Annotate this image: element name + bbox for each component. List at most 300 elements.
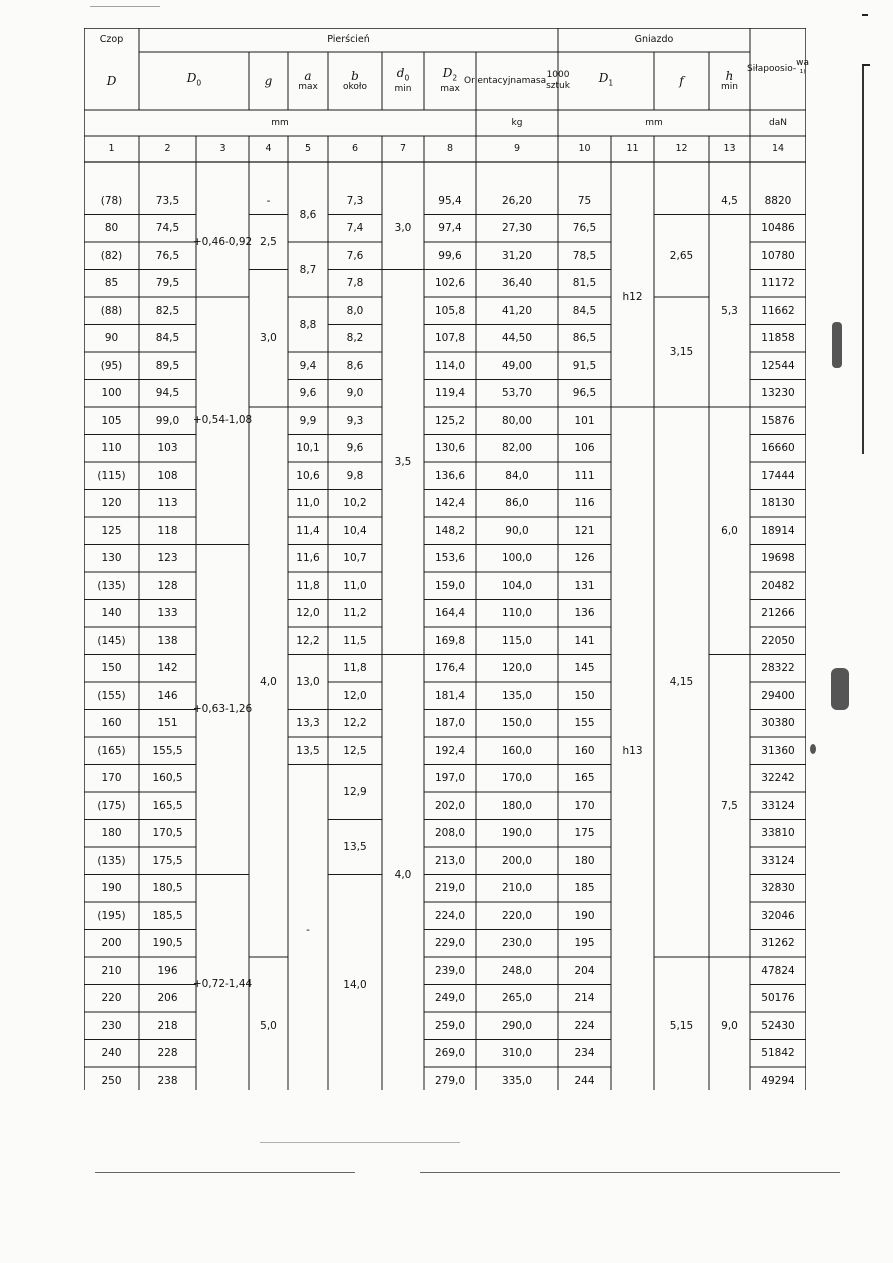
scan-line xyxy=(95,1172,355,1173)
col-a-header: a max xyxy=(298,68,318,92)
scan-mark xyxy=(862,14,868,16)
table-cell-a: 9,6 xyxy=(299,387,317,400)
table-cell-D1: 75 xyxy=(577,194,592,207)
table-cell-D1: 244 xyxy=(574,1074,595,1087)
table-cell-D0: 133 xyxy=(157,607,178,620)
table-cell-d0: 3,5 xyxy=(394,456,412,468)
table-cell-D: 150 xyxy=(101,662,122,675)
table-cell-h: 5,3 xyxy=(721,304,738,317)
table-cell-D2: 95,4 xyxy=(438,194,462,207)
table-cell-h: 4,5 xyxy=(721,194,738,207)
table-cell-D0: 165,5 xyxy=(152,799,183,812)
table-cell-b: 9,6 xyxy=(346,442,364,455)
table-cell-D2: 208,0 xyxy=(434,827,466,840)
table-cell-D1: 214 xyxy=(574,992,595,1005)
table-cell-D0: 84,5 xyxy=(155,332,180,345)
table-cell-D1: 145 xyxy=(574,662,595,675)
table-cell-D1: 91,5 xyxy=(572,359,597,372)
table-cell-g: 3,0 xyxy=(260,332,277,345)
table-cell-D0: 113 xyxy=(157,497,178,510)
col-number: 4 xyxy=(265,143,272,154)
table-cell-f: 2,65 xyxy=(669,249,694,262)
col-number: 7 xyxy=(399,143,407,154)
table-cell-masa: 135,0 xyxy=(501,689,533,702)
table-cell-D2: 99,6 xyxy=(438,249,462,262)
table-cell-D2: 148,2 xyxy=(434,524,466,537)
table-cell-g: 2,5 xyxy=(260,236,277,248)
table-cell-D2: 279,0 xyxy=(434,1074,466,1087)
table-cell-sila: 30380 xyxy=(761,717,795,730)
table-cell-h: 6,0 xyxy=(721,524,738,537)
table-cell-b: 7,4 xyxy=(346,222,364,235)
col-number: 11 xyxy=(626,143,639,154)
table-cell-f xyxy=(654,187,709,215)
table-cell-sila: 33124 xyxy=(761,799,795,812)
table-cell-b: 7,3 xyxy=(346,194,364,207)
table-cell-tolD1: h13 xyxy=(622,744,643,757)
table-cell-D0: 155,5 xyxy=(152,744,183,757)
table-cell-D0: 170,5 xyxy=(152,827,183,840)
col-number: 2 xyxy=(164,143,171,154)
table-cell-sila: 18914 xyxy=(761,524,795,537)
table-cell-D2: 181,4 xyxy=(434,689,466,702)
table-cell-masa: 53,70 xyxy=(501,387,533,400)
table-cell-D: (135) xyxy=(97,579,126,592)
table-cell-D1: 116 xyxy=(574,497,595,510)
table-cell-sila: 32830 xyxy=(761,882,795,895)
table-cell-sila: 13230 xyxy=(761,387,795,400)
table-cell-D0: 79,5 xyxy=(155,277,180,290)
scan-blot xyxy=(810,744,816,754)
table-cell-sila: 50176 xyxy=(761,992,795,1005)
table-cell-masa: 220,0 xyxy=(501,909,533,922)
table-cell-D0: 73,5 xyxy=(155,194,180,207)
table-cell-D1: 101 xyxy=(574,414,595,427)
table-cell-masa: 110,0 xyxy=(501,607,533,620)
table-cell-b: 9,8 xyxy=(346,469,364,482)
table-cell-masa: 26,20 xyxy=(501,194,533,207)
col-number: 5 xyxy=(304,143,312,154)
table-cell-D: (115) xyxy=(97,469,126,482)
table-cell-D1: 185 xyxy=(574,882,595,895)
table-cell-D: 240 xyxy=(101,1047,122,1060)
table-cell-b: 11,0 xyxy=(343,579,367,592)
table-cell-g: - xyxy=(266,194,271,207)
table-cell-D: 170 xyxy=(101,772,122,785)
table-cell-D2: 239,0 xyxy=(434,964,466,977)
table-cell-masa: 84,0 xyxy=(505,469,529,482)
table-cell-D1: 131 xyxy=(574,579,595,592)
col-masa-header: Orientacyjna masa 1000 sztuk xyxy=(464,70,570,91)
table-cell-sila: 20482 xyxy=(761,579,795,592)
table-cell-D1: 204 xyxy=(574,964,595,977)
table-cell-D0: 206 xyxy=(157,992,178,1005)
table-cell-D1: 165 xyxy=(574,772,595,785)
table-cell-sila: 22050 xyxy=(761,634,795,647)
table-cell-sila: 28322 xyxy=(761,662,795,675)
table-cell-f: 4,15 xyxy=(669,676,694,688)
table-cell-D1: 175 xyxy=(574,827,595,840)
table-cell-D1: 84,5 xyxy=(572,304,597,317)
table-cell-masa: 160,0 xyxy=(501,744,533,757)
table-cell-sila: 19698 xyxy=(761,552,795,565)
table-cell-D: 110 xyxy=(101,442,122,455)
table-cell-D: (145) xyxy=(97,634,126,647)
table-cell-b: 8,6 xyxy=(346,359,364,372)
table-cell-D0: 108 xyxy=(157,469,178,482)
table-cell-h: 7,5 xyxy=(721,799,738,812)
table-cell-masa: 210,0 xyxy=(501,882,533,895)
table-cell-masa: 49,00 xyxy=(501,359,533,372)
table-cell-sila: 8820 xyxy=(764,194,792,207)
table-cell-D2: 125,2 xyxy=(434,414,466,427)
table-cell-b: 11,8 xyxy=(343,662,367,675)
col-number: 1 xyxy=(108,143,115,154)
table-cell-a: 9,4 xyxy=(299,359,317,372)
table-cell-D1: 170 xyxy=(574,799,595,812)
unit-kg: kg xyxy=(511,117,523,128)
gniazdo-header: Gniazdo xyxy=(634,34,674,45)
table-cell-masa: 190,0 xyxy=(501,827,533,840)
table-cell-a: 9,9 xyxy=(299,414,317,427)
table-cell-sila: 32242 xyxy=(761,772,795,785)
table-cell-D0: 175,5 xyxy=(152,854,183,867)
col-number: 13 xyxy=(723,143,736,154)
table-cell-masa: 104,0 xyxy=(501,579,533,592)
table-cell-D1: 155 xyxy=(574,717,595,730)
col-D1-header: $D_1$ xyxy=(598,71,614,88)
table-cell-masa: 44,50 xyxy=(501,332,533,345)
table-cell-masa: 90,0 xyxy=(505,524,529,537)
table-cell-D0: 118 xyxy=(157,524,178,537)
table-cell-D0: 103 xyxy=(157,442,178,455)
col-number: 14 xyxy=(771,143,785,154)
table-cell-a: 8,8 xyxy=(299,318,317,331)
table-cell-D2: 259,0 xyxy=(434,1019,466,1032)
table-cell-b: 10,2 xyxy=(343,497,367,510)
table-cell-D2: 219,0 xyxy=(434,882,466,895)
table-cell-D: 130 xyxy=(101,552,122,565)
scan-line xyxy=(420,1172,840,1173)
table-cell-masa: 310,0 xyxy=(501,1047,533,1060)
table-cell-D2: 192,4 xyxy=(434,744,466,757)
table-cell-D1: 86,5 xyxy=(572,332,597,345)
table-cell-D1: 81,5 xyxy=(572,277,597,290)
table-cell-D1: 76,5 xyxy=(572,222,597,235)
table-cell-a: - xyxy=(306,923,310,936)
table-cell-b: 10,4 xyxy=(343,524,367,537)
table-cell-D1: 150 xyxy=(574,689,595,702)
table-cell-a: 12,0 xyxy=(296,607,320,620)
table-cell-D1: 111 xyxy=(574,469,595,482)
table-cell-D1: 136 xyxy=(574,607,595,620)
col-h-header: h min xyxy=(721,68,738,92)
table-cell-masa: 290,0 xyxy=(501,1019,533,1032)
table-cell-D: (88) xyxy=(100,304,123,317)
table-cell-b: 8,2 xyxy=(346,332,364,345)
table-cell-D2: 97,4 xyxy=(438,222,462,235)
table-cell-masa: 31,20 xyxy=(501,249,533,262)
table-cell-D1: 195 xyxy=(574,937,595,950)
table-cell-D: 120 xyxy=(101,497,122,510)
table-cell-D0: 185,5 xyxy=(152,909,183,922)
table-cell-masa: 100,0 xyxy=(501,552,533,565)
table-cell-D: 210 xyxy=(101,964,122,977)
table-cell-D1: 96,5 xyxy=(572,387,597,400)
table-cell-masa: 41,20 xyxy=(501,304,533,317)
sila-header: Siła poosio- wa ¹⁾ xyxy=(746,58,810,79)
table-cell-D2: 119,4 xyxy=(434,387,466,400)
table-cell-b: 10,7 xyxy=(343,552,367,565)
table-cell-b: 11,2 xyxy=(343,607,367,620)
table-cell-b: 11,5 xyxy=(343,634,367,647)
col-D-header: D xyxy=(106,74,117,88)
table-cell-b: 13,5 xyxy=(343,841,367,853)
table-cell-D2: 202,0 xyxy=(434,799,466,812)
table-cell-D0: 228 xyxy=(157,1047,178,1060)
table-cell-a: 8,7 xyxy=(299,263,317,276)
scan-edge-line xyxy=(862,64,864,454)
table-cell-b: 9,3 xyxy=(346,414,364,427)
table-cell-D: 100 xyxy=(101,387,122,400)
table-cell-a: 11,6 xyxy=(296,552,320,565)
table-cell-a: 13,0 xyxy=(296,676,320,688)
col-number: 10 xyxy=(578,143,591,154)
table-cell-D2: 229,0 xyxy=(434,937,466,950)
table-cell-D0: 142 xyxy=(157,662,178,675)
table-cell-sila: 47824 xyxy=(761,964,795,977)
scan-line xyxy=(260,1142,460,1143)
scan-blot xyxy=(831,668,849,710)
table-cell-D2: 213,0 xyxy=(434,854,466,867)
table-cell-a: 12,2 xyxy=(296,634,320,647)
table-cell-D: 190 xyxy=(101,882,122,895)
table-cell-masa: 230,0 xyxy=(501,937,533,950)
table-cell-D2: 159,0 xyxy=(434,579,466,592)
table-cell-D: (82) xyxy=(100,249,123,262)
pierscien-header: Pierścień xyxy=(327,34,370,45)
table-cell-sila: 10780 xyxy=(761,249,795,262)
table-cell-D: (155) xyxy=(97,689,126,702)
table-cell-D: 160 xyxy=(101,717,122,730)
table-cell-D2: 164,4 xyxy=(434,607,466,620)
table-cell-D1: 224 xyxy=(574,1019,595,1032)
table-cell-D0: 89,5 xyxy=(155,359,180,372)
table-cell-D0: 151 xyxy=(157,717,178,730)
table-cell-D: (175) xyxy=(97,799,126,812)
table-cell-b: 7,6 xyxy=(346,249,364,262)
table-cell-masa: 36,40 xyxy=(501,277,533,290)
table-cell-D: 90 xyxy=(104,332,119,345)
table-cell-D1: 121 xyxy=(574,524,595,537)
table-cell-masa: 180,0 xyxy=(501,799,533,812)
table-cell-masa: 200,0 xyxy=(501,854,533,867)
table-cell-D: 85 xyxy=(104,277,119,290)
table-cell-g: 5,0 xyxy=(260,1019,277,1032)
table-cell-masa: 265,0 xyxy=(501,992,533,1005)
czop-header: Czop xyxy=(99,34,124,45)
table-cell-D0: 76,5 xyxy=(155,249,180,262)
table-cell-D2: 197,0 xyxy=(434,772,466,785)
table-cell-masa: 150,0 xyxy=(501,717,533,730)
table-cell-a: 10,1 xyxy=(296,442,320,455)
table-cell-D0: 138 xyxy=(157,634,178,647)
table-cell-d0: 4,0 xyxy=(394,868,412,881)
scan-mark xyxy=(862,64,870,66)
table-cell-D1: 141 xyxy=(574,634,595,647)
table-cell-sila: 31360 xyxy=(761,744,795,757)
unit-mm: mm xyxy=(271,117,289,128)
table-cell-D1: 78,5 xyxy=(572,249,597,262)
table-cell-a: 10,6 xyxy=(296,469,320,482)
table-cell-sila: 10486 xyxy=(761,222,795,235)
table-cell-D0: 123 xyxy=(157,552,178,565)
col-b-header: b około xyxy=(343,68,367,92)
table-cell-f: 3,15 xyxy=(669,346,694,358)
col-number: 6 xyxy=(351,143,359,154)
table-cell-b: 9,0 xyxy=(346,387,364,400)
table-cell-D0: 128 xyxy=(157,579,178,592)
table-cell-D0: 99,0 xyxy=(155,414,180,427)
table-cell-D0: 196 xyxy=(157,964,178,977)
table-cell-b: 8,0 xyxy=(346,304,364,317)
table-cell-D0: 238 xyxy=(157,1074,178,1087)
dimension-table xyxy=(84,28,810,1090)
table-cell-D: 180 xyxy=(101,827,122,840)
table-cell-D2: 176,4 xyxy=(434,662,466,675)
table-cell-D1: 234 xyxy=(574,1047,595,1060)
table-cell-f: 5,15 xyxy=(669,1019,694,1032)
table-cell-D: 105 xyxy=(101,414,122,427)
table-cell-masa: 170,0 xyxy=(501,772,533,785)
col-f-header: f xyxy=(679,74,684,88)
table-cell-sila: 11662 xyxy=(761,304,795,317)
table-cell-D: (195) xyxy=(97,909,126,922)
table-cell-D0: 94,5 xyxy=(155,387,180,400)
table-cell-b: 14,0 xyxy=(343,978,367,991)
table-cell-masa: 115,0 xyxy=(501,634,533,647)
scan-line xyxy=(90,6,160,7)
table-cell-sila: 32046 xyxy=(761,909,795,922)
table-cell-masa: 27,30 xyxy=(501,222,533,235)
col-d0-header: $d_0$ min xyxy=(394,65,412,95)
table-cell-D: 80 xyxy=(104,222,119,235)
table-cell-D2: 102,6 xyxy=(434,277,466,290)
table-cell-D: 125 xyxy=(101,524,122,537)
table-cell-sila: 11858 xyxy=(761,332,795,345)
table-cell-D0: 82,5 xyxy=(155,304,180,317)
table-cell-a: 13,5 xyxy=(296,744,320,757)
col-number: 8 xyxy=(446,143,454,154)
table-cell-a: 11,8 xyxy=(296,579,320,592)
table-cell-masa: 335,0 xyxy=(501,1074,533,1087)
table-cell-D0: 146 xyxy=(157,689,178,702)
table-cell-D2: 107,8 xyxy=(434,332,466,345)
table-cell-D2: 130,6 xyxy=(434,442,466,455)
table-cell-tol: +0,72 -1,44 xyxy=(192,978,253,990)
table-cell-D: (78) xyxy=(100,194,123,207)
col-D2-header: $D_2$ max xyxy=(440,65,460,95)
table-cell-D1: 106 xyxy=(574,442,595,455)
table-cell-D2: 114,0 xyxy=(434,359,466,372)
table-cell-d0: 3,0 xyxy=(394,222,412,235)
table-cell-sila: 17444 xyxy=(761,469,795,482)
table-cell-a: 11,0 xyxy=(296,497,320,510)
table-cell-D: 200 xyxy=(101,937,122,950)
table-cell-b: 7,8 xyxy=(346,277,364,290)
table-cell-tol: +0,54 -1,08 xyxy=(192,414,253,427)
table-cell-sila: 12544 xyxy=(761,359,795,372)
table-cell-b: 12,9 xyxy=(343,786,367,798)
table-cell-masa: 120,0 xyxy=(501,662,533,675)
table-cell-D2: 142,4 xyxy=(434,497,466,510)
table-cell-g: 4,0 xyxy=(260,676,277,688)
col-D0-header: $D_0$ xyxy=(186,71,202,88)
table-cell-D2: 269,0 xyxy=(434,1047,466,1060)
table-cell-D: 140 xyxy=(101,607,122,620)
table-cell-sila: 18130 xyxy=(761,497,795,510)
table-cell-D: (165) xyxy=(97,744,126,757)
table-cell-b: 12,2 xyxy=(343,717,367,730)
table-cell-D: (95) xyxy=(100,359,123,372)
table-cell-masa: 80,00 xyxy=(501,414,533,427)
table-cell-masa: 248,0 xyxy=(501,964,533,977)
table-cell-sila: 16660 xyxy=(761,442,795,455)
table-cell-sila: 51842 xyxy=(761,1047,795,1060)
table-cell-sila: 33124 xyxy=(761,854,795,867)
table-cell-a: 11,4 xyxy=(296,524,320,537)
table-cell-sila: 33810 xyxy=(761,827,795,840)
table-cell-sila: 49294 xyxy=(761,1074,795,1087)
table-cell-D2: 249,0 xyxy=(434,992,466,1005)
table-cell-sila: 15876 xyxy=(761,414,795,427)
table-cell-D2: 105,8 xyxy=(434,304,466,317)
table-cell-a: 13,3 xyxy=(296,717,320,730)
table-cell-tolD1: h12 xyxy=(622,291,643,303)
table-cell-tol: +0,46 -0,92 xyxy=(192,235,253,248)
table-cell-sila: 52430 xyxy=(761,1019,795,1032)
table-cell-h: 9,0 xyxy=(721,1019,738,1032)
col-g-header: g xyxy=(264,74,273,88)
table-cell-D2: 169,8 xyxy=(434,634,466,647)
table-cell-D0: 218 xyxy=(157,1019,178,1032)
table-cell-D1: 190 xyxy=(574,909,595,922)
table-cell-D2: 153,6 xyxy=(434,552,466,565)
table-cell-D: 250 xyxy=(101,1074,122,1087)
unit-mm-gniazdo: mm xyxy=(645,117,663,128)
table-cell-D0: 190,5 xyxy=(152,937,183,950)
table-cell-D2: 224,0 xyxy=(434,909,466,922)
table-cell-D1: 180 xyxy=(574,854,595,867)
table-cell-masa: 82,00 xyxy=(501,442,533,455)
col-number: 12 xyxy=(675,143,688,154)
table-cell-b: 12,5 xyxy=(343,744,367,757)
table-cell-masa: 86,0 xyxy=(505,497,529,510)
col-number: 9 xyxy=(513,143,521,154)
table-cell-tol: +0,63 -1,26 xyxy=(192,703,253,715)
table-cell-D2: 187,0 xyxy=(434,717,466,730)
table-cell-D0: 74,5 xyxy=(155,222,180,235)
col-number: 3 xyxy=(219,143,226,154)
table-cell-D0: 180,5 xyxy=(152,882,183,895)
table-cell-D: (135) xyxy=(97,854,126,867)
table-cell-D: 230 xyxy=(101,1019,122,1032)
table-cell-D1: 160 xyxy=(574,744,595,757)
scan-blot xyxy=(832,322,842,368)
table-cell-sila: 21266 xyxy=(761,607,795,620)
unit-daN: daN xyxy=(769,117,787,128)
table-cell-D1: 126 xyxy=(574,552,595,565)
